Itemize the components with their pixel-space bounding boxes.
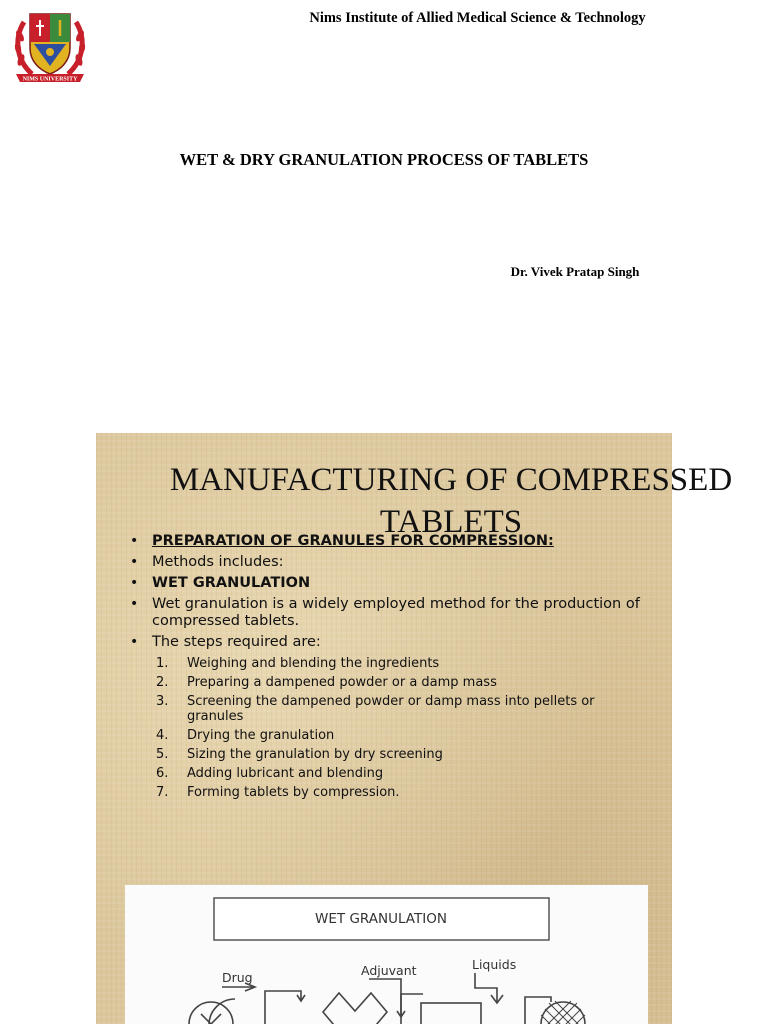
bullet-item — [130, 533, 650, 550]
crest-icon — [10, 8, 90, 88]
bullet-text: The steps required are: — [152, 634, 321, 650]
document-title: WET & DRY GRANULATION PROCESS OF TABLETS — [179, 150, 589, 169]
bullet-list — [130, 533, 650, 655]
step-item — [156, 694, 626, 724]
university-logo — [10, 8, 90, 88]
bullet-item — [130, 554, 650, 571]
step-number: 2. — [156, 675, 169, 690]
bullet-heading: PREPARATION OF GRANULES FOR COMPRESSION: — [152, 533, 554, 549]
label-liquids: Liquids — [472, 957, 517, 972]
bullet-text: Wet granulation is a widely employed method for the production of compressed tablets. — [152, 596, 640, 629]
author-name: Dr. Vivek Pratap Singh — [510, 264, 640, 279]
label-adjuvant: Adjuvant — [361, 963, 417, 978]
logo-text: NIMS UNIVERSITY — [22, 76, 78, 83]
diagram-title: WET GRANULATION — [315, 911, 447, 927]
bullet-item — [130, 634, 650, 651]
step-item — [156, 728, 626, 743]
step-item — [156, 766, 626, 781]
bullet-item — [130, 575, 650, 592]
step-number: 4. — [156, 728, 169, 743]
step-item — [156, 675, 626, 690]
step-number: 5. — [156, 747, 169, 762]
steps-list — [156, 656, 626, 804]
step-text: Sizing the granulation by dry screening — [187, 747, 443, 762]
wet-granulation-diagram — [125, 885, 648, 1024]
flow-diagram — [125, 885, 648, 1024]
institute-name: Nims Institute of Allied Medical Science & Technology — [309, 10, 646, 26]
step-text: Forming tablets by compression. — [187, 785, 400, 800]
screen-hatch — [541, 1001, 585, 1024]
label-drug: Drug — [222, 970, 253, 985]
step-text: Weighing and blending the ingredients — [187, 656, 440, 671]
step-number: 6. — [156, 766, 169, 781]
step-text: Drying the granulation — [187, 728, 335, 743]
bullet-text: Methods includes: — [152, 554, 284, 570]
step-text: Screening the dampened powder or damp mass into pellets or granules — [187, 694, 595, 724]
step-text: Preparing a dampened powder or a damp mass — [187, 675, 497, 690]
step-item — [156, 656, 626, 671]
step-text: Adding lubricant and blending — [187, 766, 384, 781]
bullet-heading: WET GRANULATION — [152, 575, 311, 591]
step-item — [156, 785, 626, 800]
slide — [96, 433, 733, 1024]
step-number: 7. — [156, 785, 169, 800]
step-number: 3. — [156, 694, 169, 709]
bullet-item — [130, 596, 650, 630]
step-number: 1. — [156, 656, 169, 671]
step-item — [156, 747, 626, 762]
slide-title: MANUFACTURING OF COMPRESSED TABLETS — [169, 462, 733, 540]
